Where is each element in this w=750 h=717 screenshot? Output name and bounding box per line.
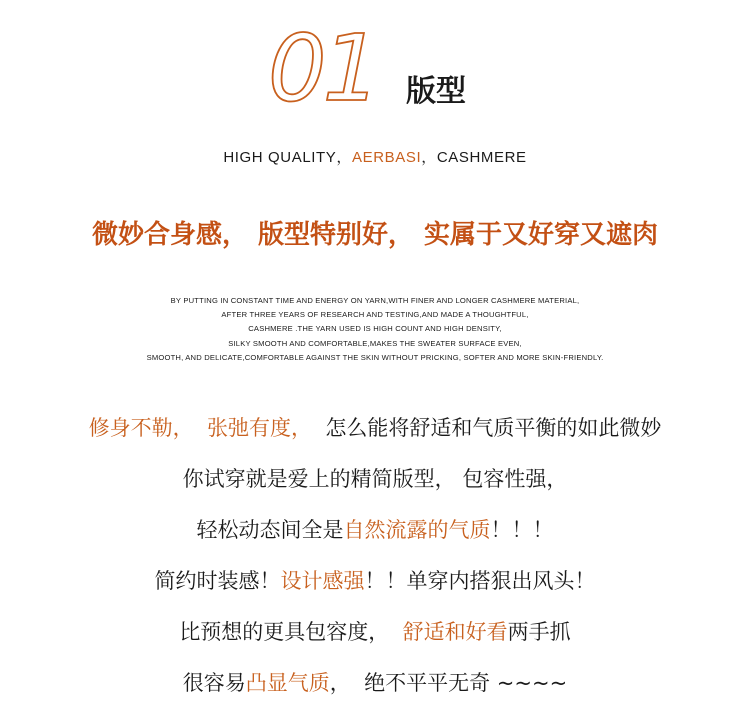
subtitle-part2: ，CASHMERE xyxy=(421,149,527,166)
headline-part2: 版型特别好， xyxy=(257,220,414,250)
body-highlight: 凸显气质 xyxy=(245,671,330,695)
body-highlight: 张弛有度， xyxy=(207,416,312,440)
section-number xyxy=(268,15,408,122)
body-text: 怎么能将舒适和气质平衡的如此微妙 xyxy=(325,416,662,440)
body-line-2 xyxy=(0,462,750,513)
body-text: ！！单穿内搭狠出风头！ xyxy=(364,569,596,593)
body-text: ！！！ xyxy=(490,518,554,542)
english-line: CASHMERE .THE YARN USED IS HIGH COUNT AND HIGH DENSITY, xyxy=(248,324,502,334)
english-paragraph xyxy=(0,294,750,365)
body-line-4 xyxy=(0,564,750,615)
body-text: 两手抓 xyxy=(507,620,571,644)
body-highlight: 自然流露的气质 xyxy=(343,518,491,542)
section-header xyxy=(0,15,750,122)
body-highlight: 修身不勒， xyxy=(88,416,194,440)
body-line-6 xyxy=(0,666,750,717)
body-line-5 xyxy=(0,615,750,666)
headline xyxy=(0,214,750,251)
subtitle xyxy=(0,146,750,167)
subtitle-part1: HIGH QUALITY， xyxy=(223,149,352,166)
body-text: 轻松动态间全是 xyxy=(196,518,344,542)
body-highlight: 舒适和好看 xyxy=(402,620,508,644)
body-text: 很容易 xyxy=(182,671,246,695)
headline-part1: 微妙合身感， xyxy=(91,220,248,250)
body-text: 简约时装感！ xyxy=(154,569,281,593)
body-copy xyxy=(0,411,750,717)
english-line: AFTER THREE YEARS OF RESEARCH AND TESTING,AND MADE A THOUGHTFUL, xyxy=(221,310,529,320)
section-number-text: 01 xyxy=(268,15,378,122)
section-title: 版型 xyxy=(406,74,466,109)
english-line: SMOOTH, AND DELICATE,COMFORTABLE AGAINST THE SKIN WITHOUT PRICKING, SOFTER AND MORE SKIN-FRIENDLY. xyxy=(146,352,604,362)
english-line: SILKY SMOOTH AND COMFORTABLE,MAKES THE SWEATER SURFACE EVEN, xyxy=(228,338,522,348)
headline-part3: 实属于又好穿又遮肉 xyxy=(424,220,659,250)
body-line-1 xyxy=(0,411,750,462)
body-text: ， 绝不平平无奇 ~~~~ xyxy=(329,671,568,695)
body-highlight: 设计感强 xyxy=(280,569,365,593)
body-text: 你试穿就是爱上的精简版型， 包容性强， xyxy=(182,467,568,491)
english-line: BY PUTTING IN CONSTANT TIME AND ENERGY ON YARN,WITH FINER AND LONGER CASHMERE MATERIAL, xyxy=(170,296,580,305)
body-line-3 xyxy=(0,513,750,564)
subtitle-brand: AERBASI xyxy=(352,149,422,166)
body-text: 比预想的更具包容度， xyxy=(179,620,403,644)
